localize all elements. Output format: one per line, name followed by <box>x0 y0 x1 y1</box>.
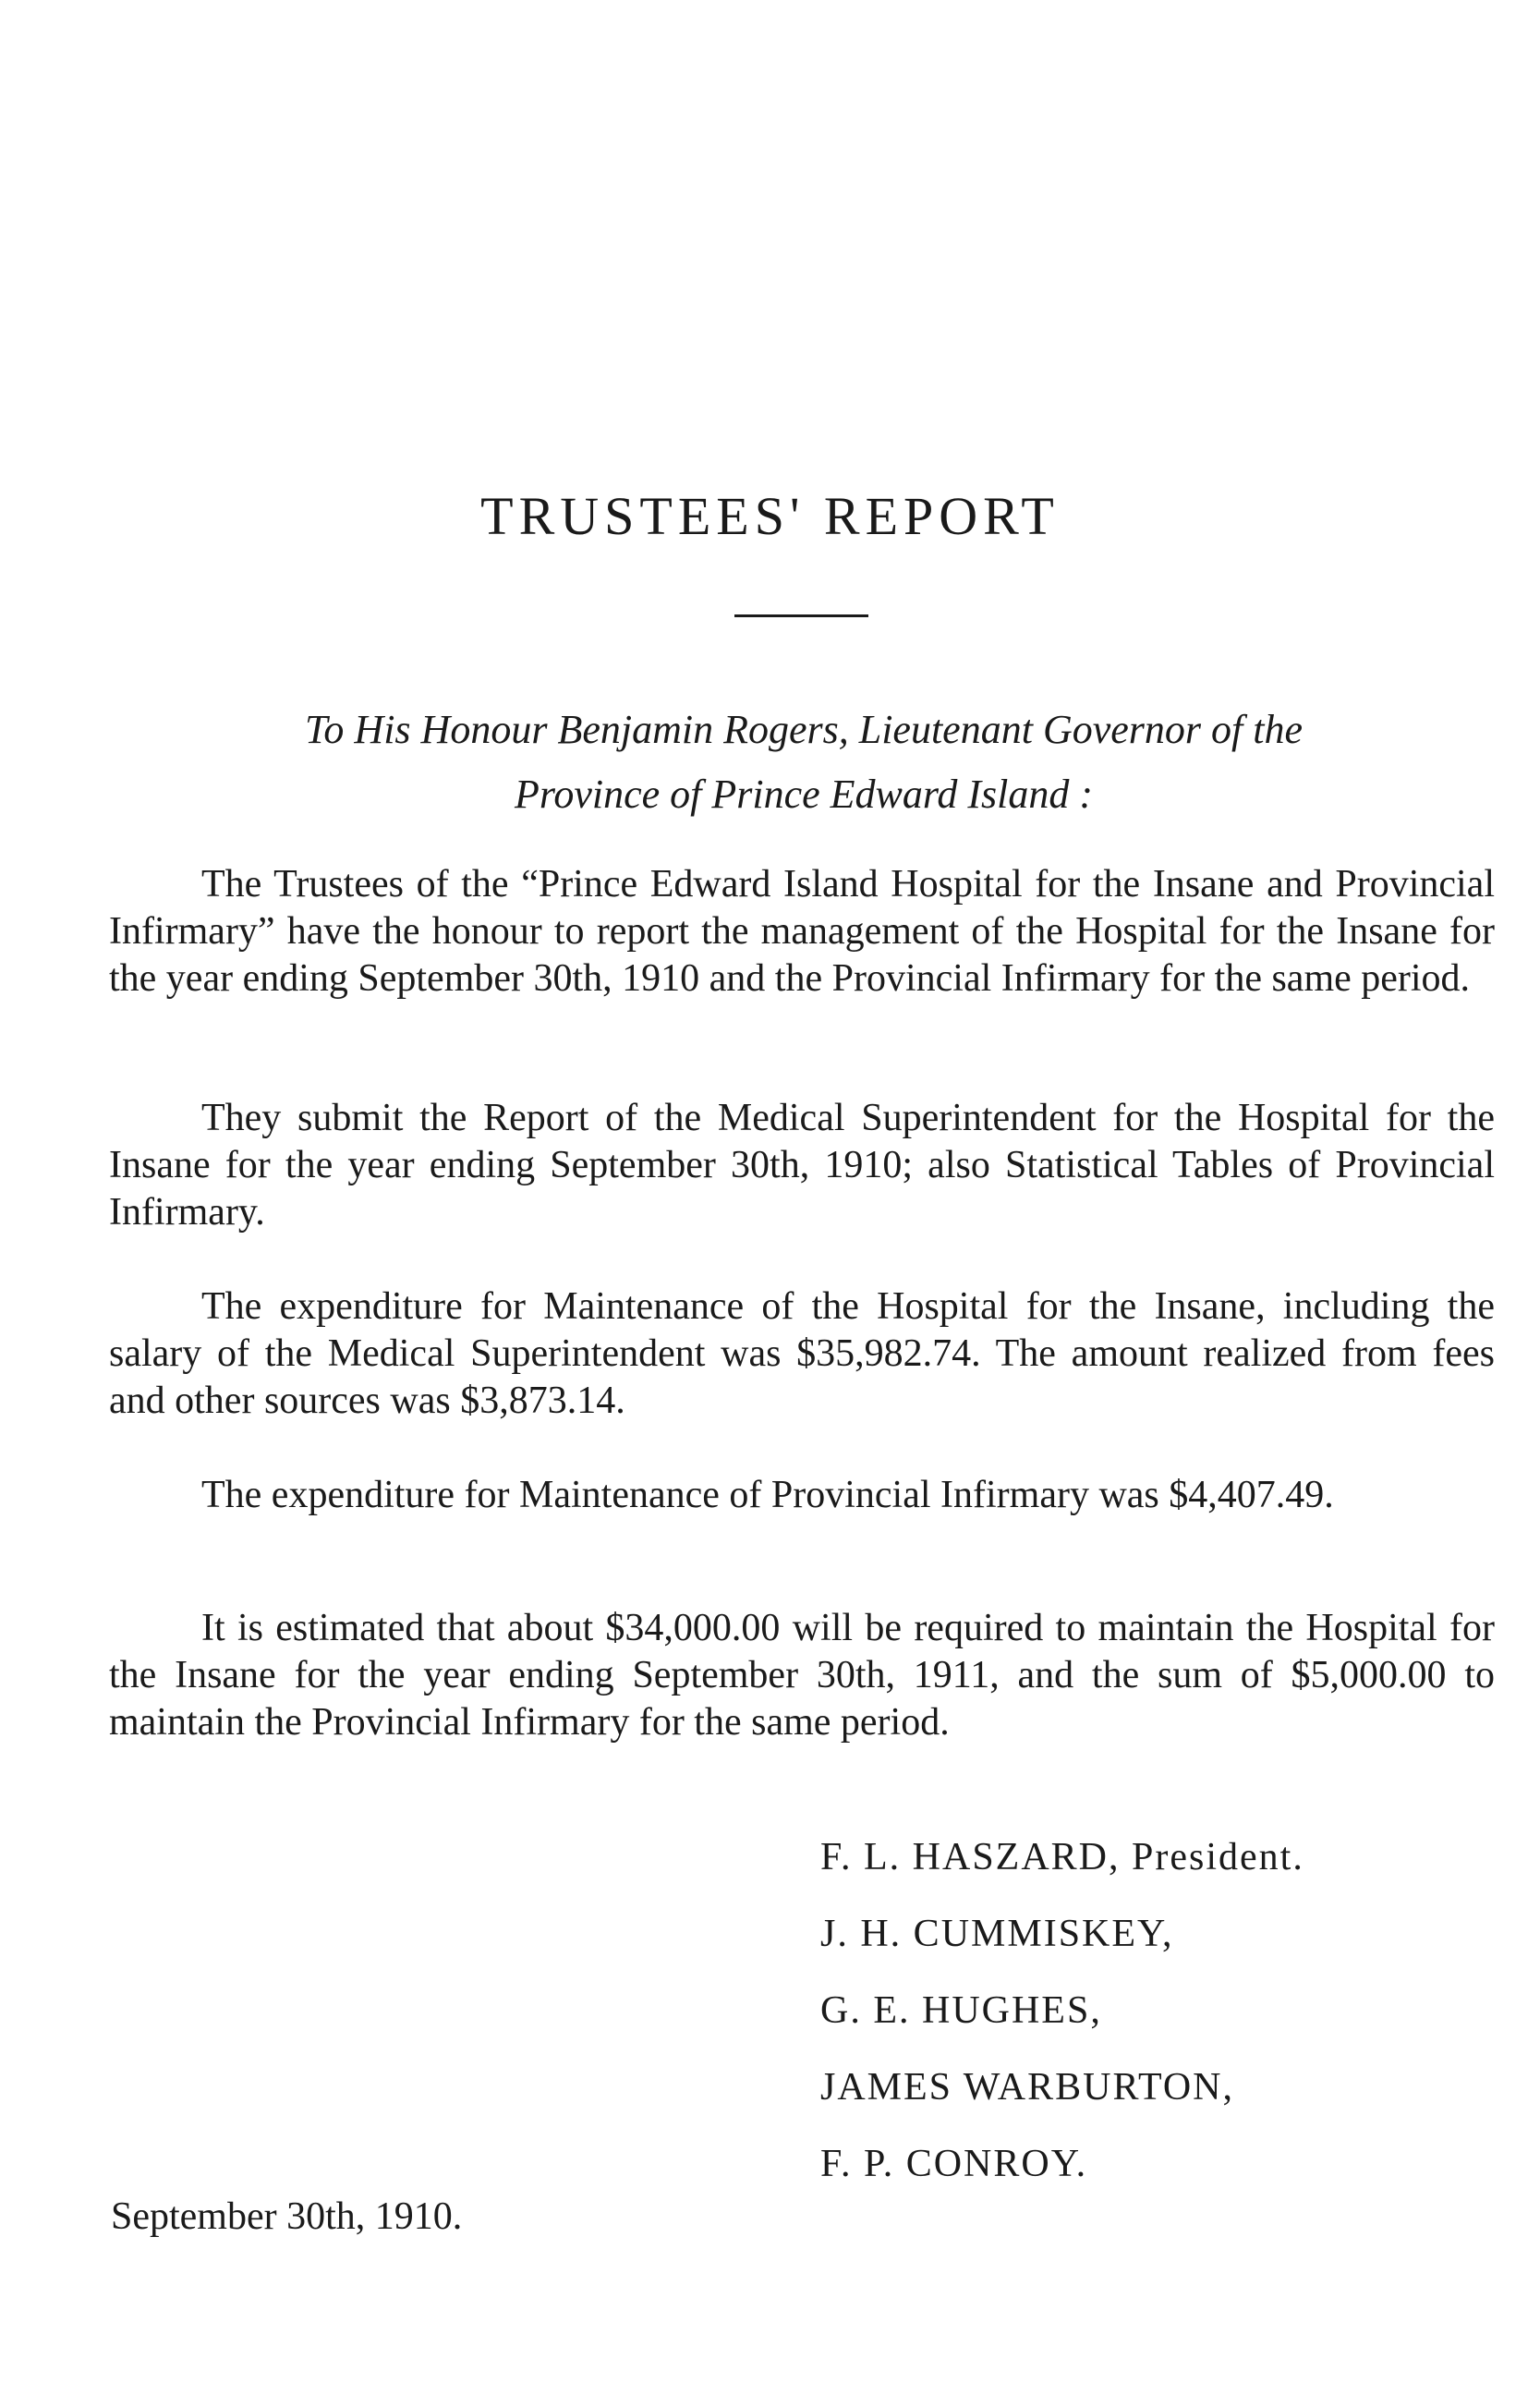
signatory: JAMES WARBURTON, <box>820 2066 1235 2109</box>
title-divider <box>734 614 868 617</box>
salutation-line-2: Province of Prince Edward Island : <box>514 772 1094 817</box>
signatory: G. E. HUGHES, <box>820 1989 1102 2032</box>
signatory: F. P. CONROY. <box>820 2143 1088 2185</box>
page-title: TRUSTEES' REPORT <box>480 486 1060 546</box>
salutation <box>111 698 1497 827</box>
paragraph-introduction: The Trustees of the “Prince Edward Island Hospital for the Insane and Provincial Infirmary” have the honour to report the management of the Hospital for the Insane for the year ending September 30th, 1910 and the Provincial Infirmary for the same period. <box>109 863 1495 1000</box>
paragraph-hospital-expenditure: The expenditure for Maintenance of the Hospital for the Insane, including the salary of the Medical Superintendent was $35,982.74. The amount realized from fees and other sources was $3,873.14. <box>109 1285 1495 1422</box>
paragraph-medical-report: They submit the Report of the Medical Superintendent for the Hospital for the Insane for the year ending September 30th, 1910; also Statistical Tables of Provincial Infirmary. <box>109 1097 1495 1234</box>
signatory-list <box>820 1836 1304 2222</box>
paragraph-estimates: It is estimated that about $34,000.00 will be required to maintain the Hospital for the Insane for the year ending September 30th, 1911, and the sum of $5,000.00 to maintain the Provincial Infirmary for the same period. <box>109 1607 1495 1744</box>
salutation-line-1: To His Honour Benjamin Rogers, Lieutenant Governor of the <box>305 707 1303 752</box>
signatory: J. H. CUMMISKEY, <box>820 1913 1174 1955</box>
signatory: F. L. HASZARD, President. <box>820 1836 1304 1878</box>
report-date: September 30th, 1910. <box>111 2195 463 2238</box>
paragraph-infirmary-expenditure: The expenditure for Maintenance of Provincial Infirmary was $4,407.49. <box>201 1474 1334 1516</box>
